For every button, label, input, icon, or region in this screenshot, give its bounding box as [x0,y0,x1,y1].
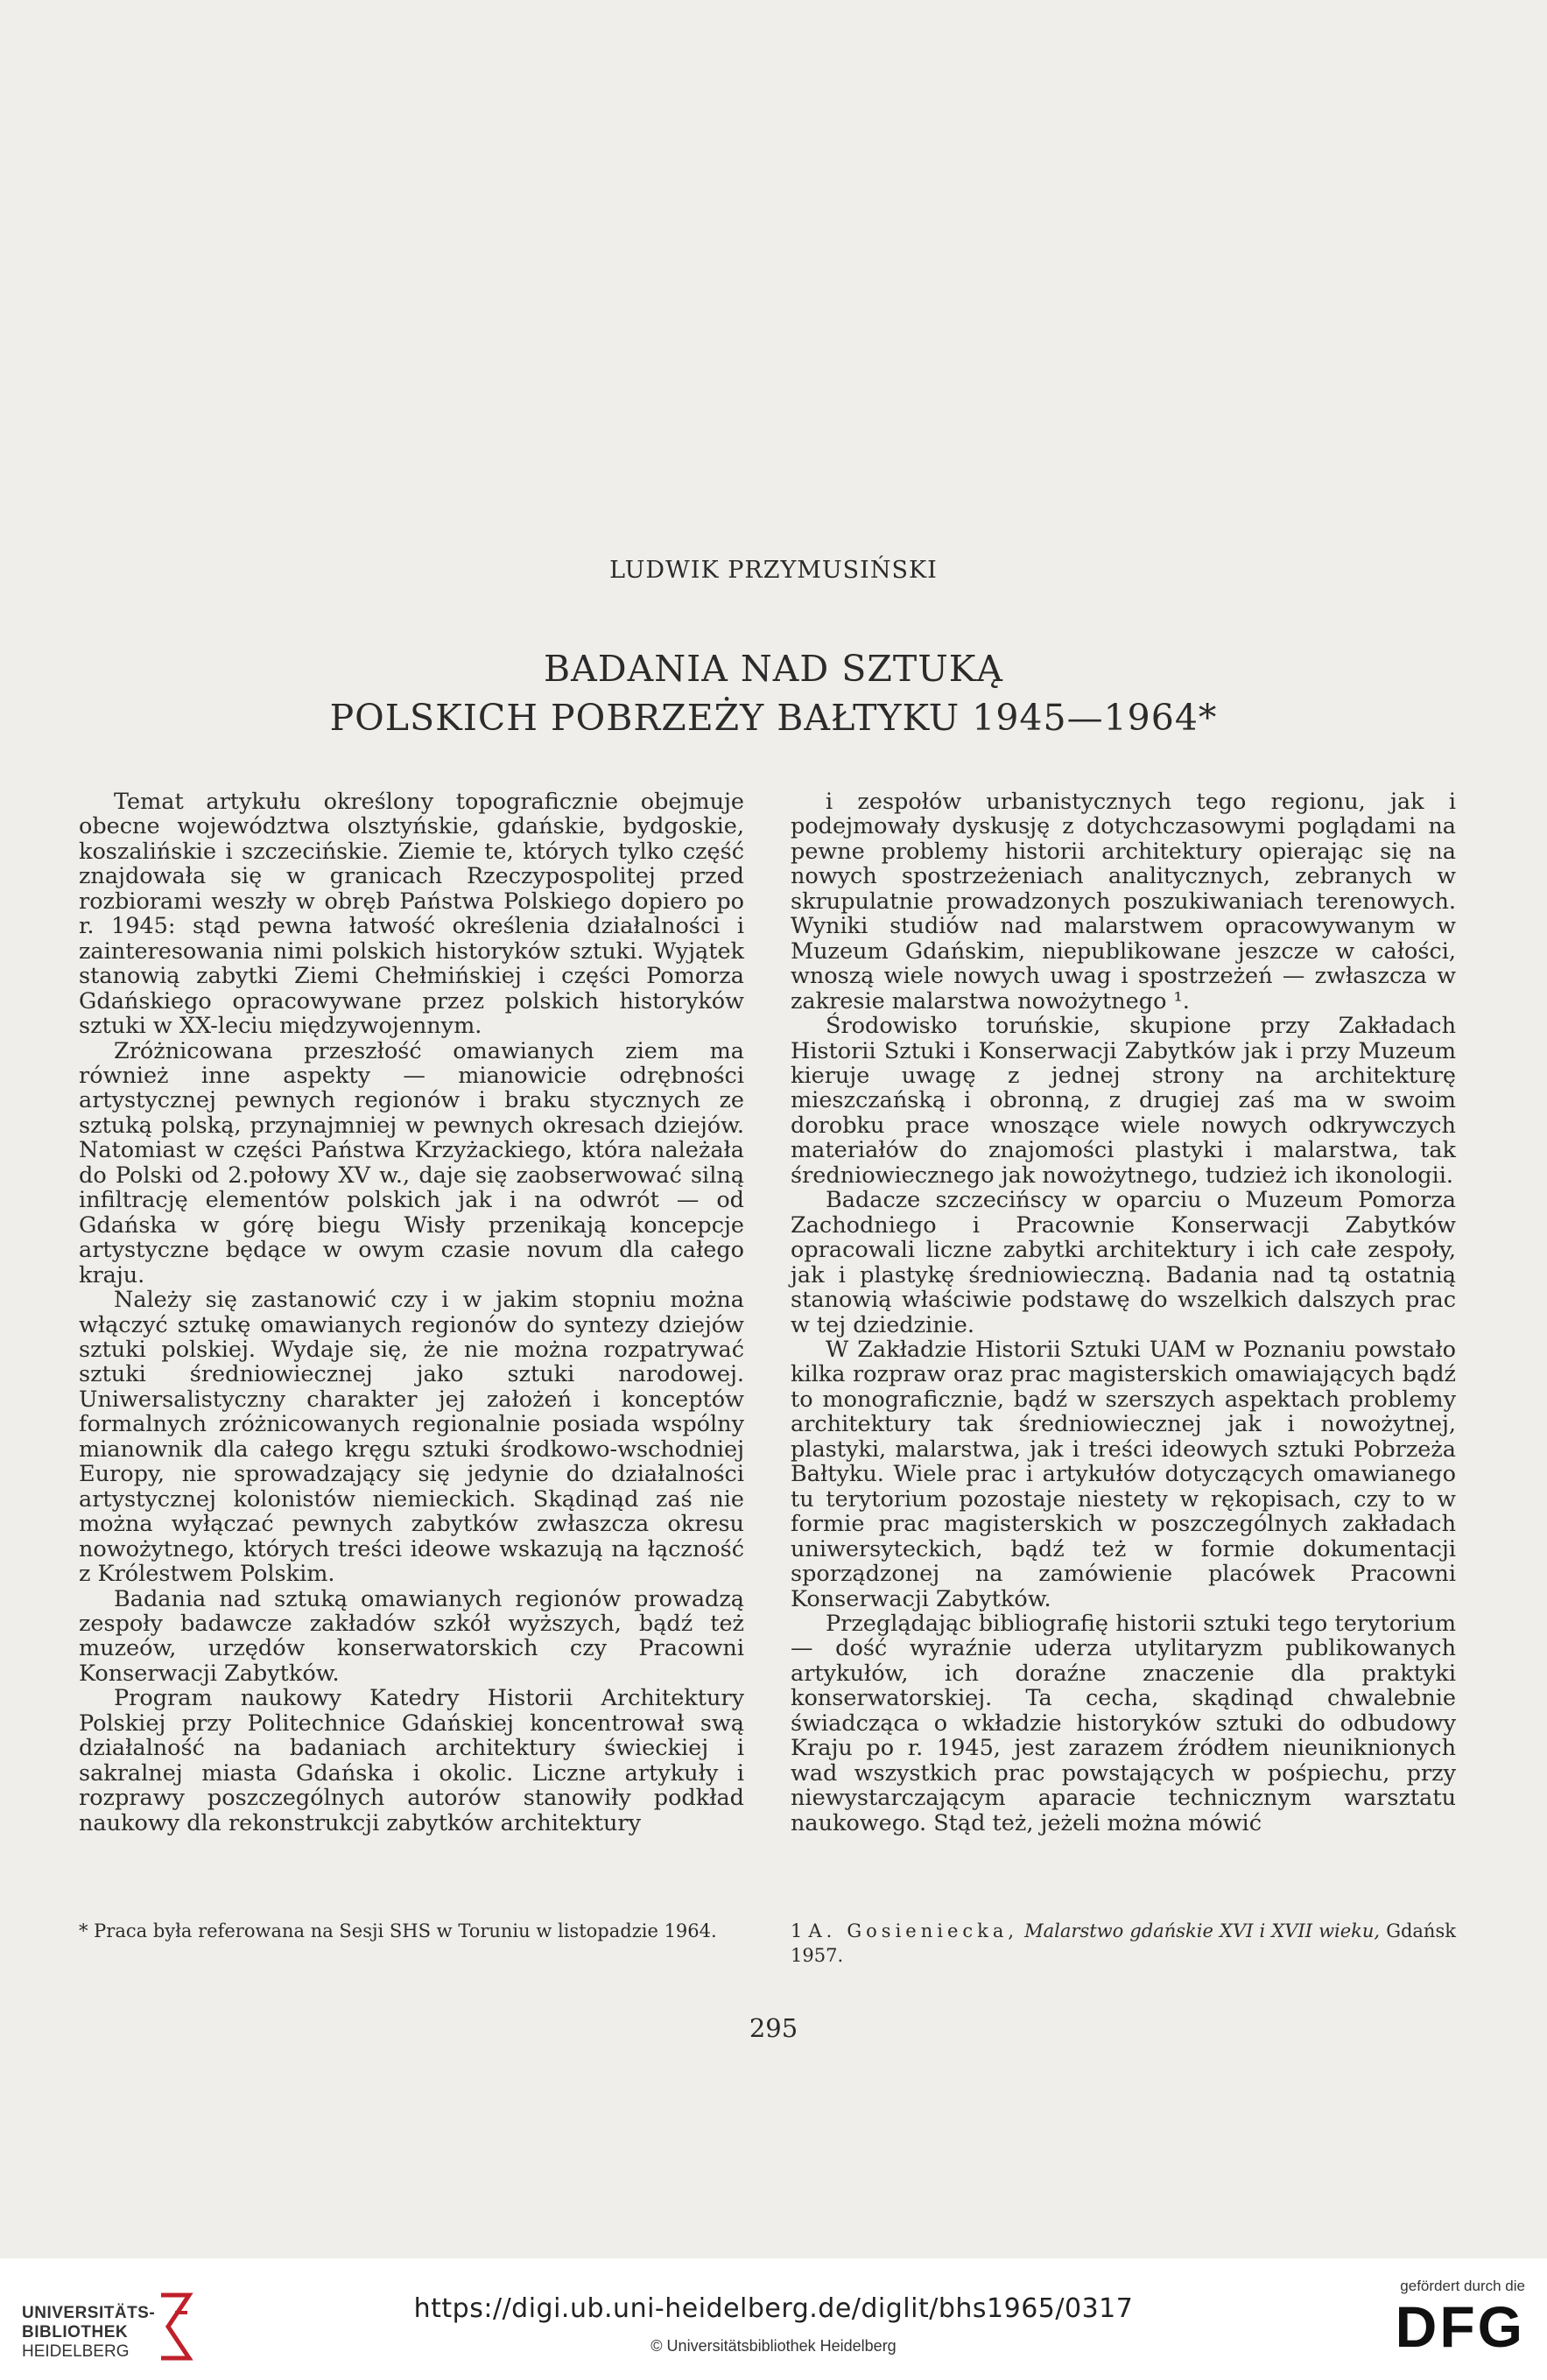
library-line-3: HEIDELBERG [22,2342,130,2361]
library-line-1: UNIVERSITÄTS- [22,2304,156,2322]
paragraph: Temat artykułu określony topograficznie obejmuje obecne województwa olsztyńskie, gdańskie, bydgoskie, koszalińskie i szczecińskie. Ziemie te, których tylko część znajdowała się w granicach Rzeczypospolitej przed rozbiorami weszły w obręb Państwa Polskiego dopiero po r. 1945: stąd pewna łatwość określenia działalności i zainteresowania nimi polskich historyków sztuki. Wyjątek stanowią zabytki Ziemi Chełmińskiej i części Pomorza Gdańskiego opracowywane przez polskich historyków sztuki w XX-leciu międzywojennym. [79,789,744,1040]
dfg-logo-icon: DFG [1395,2294,1525,2359]
permalink-url[interactable]: https://digi.ub.uni-heidelberg.de/diglit/bhs1965/0317 [413,2293,1134,2324]
paragraph: Przeglądając bibliografię historii sztuki tego terytorium — dość wyraźnie uderza utylitaryzm publikowanych artykułów, ich doraźne znaczenie dla praktyki konserwatorskiej. Ta cecha, skądinąd chwalebnie świadcząca o wkładzie historyków sztuki do odbudowy Kraju po r. 1945, jest zarazem źródłem nieuniknionych wad wszystkich prac powstających w pośpiechu, przy niewystarczającym aparacie technicznym warsztatu naukowego. Stąd też, jeżeli można mówić [791,1610,1456,1836]
paragraph: Badacze szczecińscy w oparciu o Muzeum Pomorza Zachodniego i Pracownie Konserwacji Zabytków opracowali liczne zabytki architektury i ich całe zespoły, jak i plastykę średniowieczną. Badania nad tą ostatnią stanowią właściwie podstawę do wszelkich dalszych prac w tej dziedzinie. [791,1187,1456,1338]
paragraph: Należy się zastanowić czy i w jakim stopniu można włączyć sztukę omawianych regionów do syntezy dziejów sztuki polskiej. Wydaje się, że nie można rozpatrywać sztuki średniowiecznej jako sztuki narodowej. Uniwersalistyczny charakter jej założeń i konceptów formalnych zróżnicowanych regionalnie posiada wspólny mianownik dla całego kręgu sztuki środkowo-wschodniej Europy, nie sprowadzający się jedynie do działalności artystycznej kolonistów niemieckich. Skądinąd zaś nie można wyłączać pewnych zabytków zwłaszcza okresu nowożytnego, których treści ideowe wskazują na łączność z Królestwem Polskim. [79,1287,744,1588]
sponsor [1396,2278,1525,2358]
library-line-2: BIBLIOTHEK [22,2323,129,2341]
footnote-number: 1 [791,1920,803,1941]
left-column [79,790,744,1836]
title-line-2: POLSKICH POBRZEŻY BAŁTYKU 1945—1964* [329,697,1218,739]
sponsor-caption: gefördert durch die [1400,2278,1525,2294]
paragraph: Środowisko toruńskie, skupione przy Zakładach Historii Sztuki i Konserwacji Zabytków jak i przy Muzeum kieruje uwagę z jednej strony na architekturę mieszczańską i obronną, z drugiej zaś ma w swoim dorobku prace wnoszące wiele nowych odkrywczych materiałów do znajomości plastyki i malarstwa, tak średniowiecznego jak nowożytnego, tudzież ich ikonologii. [791,1013,1456,1189]
footnote-right [791,1919,1456,1968]
title-line-1: BADANIA NAD SZTUKĄ [543,648,1004,690]
page-number: 295 [749,2013,798,2043]
paragraph: Program naukowy Katedry Historii Architektury Polskiej przy Politechnice Gdańskiej koncentrował swą działalność na badaniach architektury świeckiej i sakralnej miasta Gdańska i okolic. Liczne artykuły i rozprawy poszczególnych autorów stanowiły podkład naukowy dla rekonstrukcji zabytków architektury [79,1685,744,1836]
article-author: LUDWIK PRZYMUSIŃSKI [609,557,938,584]
paragraph: Badania nad sztuką omawianych regionów prowadzą zespoły badawcze zakładów szkół wyższych, bądź też muzeów, urzędów konserwatorskich czy Pracowni Konserwacji Zabytków. [79,1585,744,1687]
footnote-place: Gdańsk 1957. [791,1920,1456,1966]
footnote-author: A. Gosieniecka, [808,1920,1019,1941]
paragraph: i zespołów urbanistycznych tego regionu, jak i podejmowały dyskusję z dotychczasowymi poglądami na pewne problemy historii architektury opierając się na nowych spostrzeżeniach analitycznych, zebranych w skrupulatnie prowadzonych poszukiwaniach terenowych. Wyniki studiów nad malarstwem opracowywanym w Muzeum Gdańskim, niepublikowane jeszcze w całości, wnoszą wiele nowych uwag i spostrzeżeń — zwłaszcza w zakresie malarstwa nowożytnego ¹. [791,789,1456,1014]
paragraph: Zróżnicowana przeszłość omawianych ziem ma również inne aspekty — mianowicie odrębności artystycznej pewnych regionów i braku stycznych ze sztuką polską, przynajmniej w pewnych okresach dziejów. Natomiast w części Państwa Krzyżackiego, która należała do Polski od 2.połowy XV w., daje się zaobserwować silną infiltrację elementów polskich jak i na odwrót — od Gdańska w górę biegu Wisły przenikają koncepcje artystyczne będące w owym czasie novum dla całego kraju. [79,1037,744,1288]
copyright-notice: © Universitätsbibliothek Heidelberg [650,2337,897,2355]
right-column [791,790,1456,1836]
paragraph: W Zakładzie Historii Sztuki UAM w Poznaniu powstało kilka rozpraw oraz prac magisterskich omawiających bądź to monograficznie, bądź w szerszych aspektach problemy architektury tak średniowiecznej jak i nowożytnej, plastyki, malarstwa, jak i treści ideowych sztuki Pobrzeża Bałtyku. Wiele prac i artykułów dotyczących omawianego tu terytorium pozostaje niestety w rękopisach, czy to w formie prac magisterskich w poszczególnych zakładach uniwersyteckich, bądź też w formie dokumentacji sporządzonej na zamówienie placówek Pracowni Konserwacji Zabytków. [791,1336,1456,1612]
footnote-left: * Praca była referowana na Sesji SHS w Toruniu w listopadzie 1964. [79,1920,717,1941]
footnote-work: Malarstwo gdańskie XVI i XVII wieku, [1024,1920,1381,1941]
article-title [0,644,1547,742]
footer-bar [0,2258,1547,2380]
